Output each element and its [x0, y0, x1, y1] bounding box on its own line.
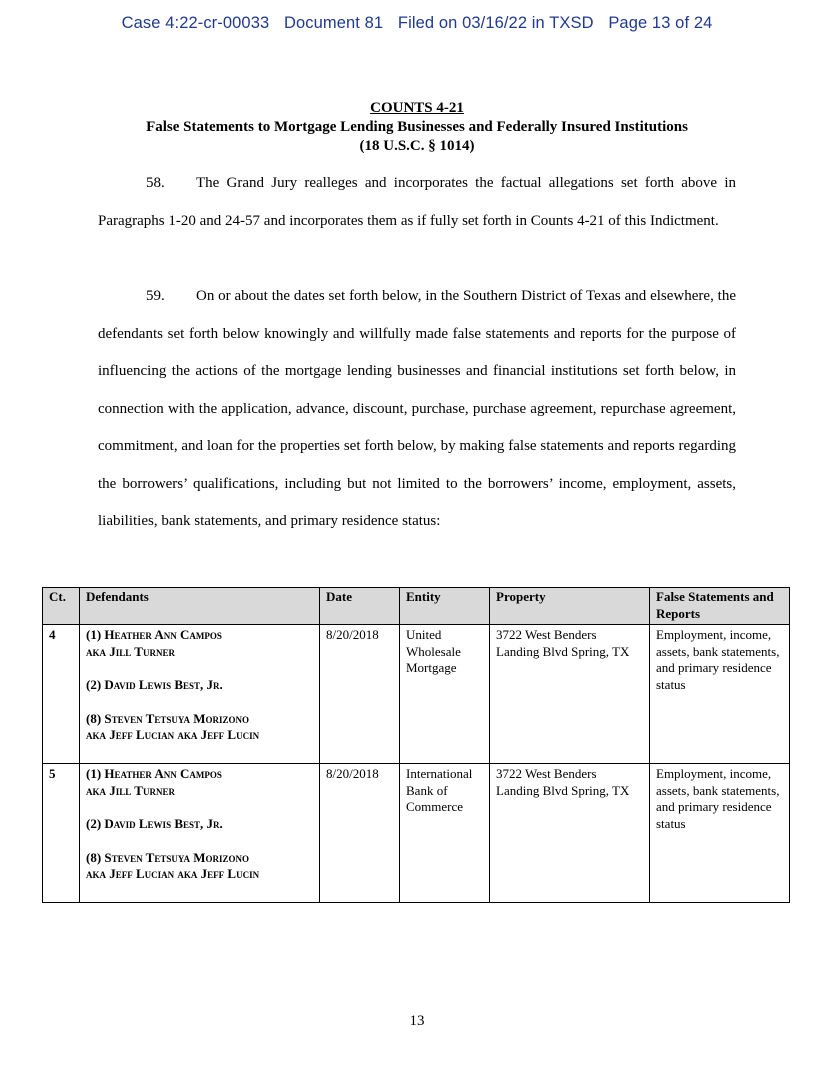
counts-table — [42, 587, 790, 903]
table-row — [43, 764, 790, 903]
defendant-alias: aka Jill Turner — [86, 643, 175, 659]
page-number: 13 — [409, 1013, 425, 1029]
property-cell: 3722 West Benders Landing Blvd Spring, TX — [490, 764, 650, 903]
paragraph-59 — [98, 278, 736, 541]
defendant-name: (2) David Lewis Best, Jr. — [86, 677, 223, 692]
defendant-name: (1) Heather Ann Campos — [86, 627, 222, 642]
paragraph-text: The Grand Jury realleges and incorporates the factual allegations set forth above in Paragraphs 1-20 and 24-57 and incorporates them as if fully set forth in Counts 4-21 of this Indictment. — [98, 175, 736, 229]
case-number: Case 4:22-cr-00033 — [121, 14, 270, 32]
paragraph-number: 58. — [146, 175, 165, 191]
defendant-name: (8) Steven Tetsuya Morizono — [86, 710, 250, 726]
defendant-entry — [86, 627, 313, 660]
defendant-name: (8) Steven Tetsuya Morizono — [86, 849, 250, 865]
defendants-cell — [80, 764, 320, 903]
defendant-entry — [86, 766, 313, 799]
entity-cell: United Wholesale Mortgage — [400, 625, 490, 764]
defendant-alias: aka Jeff Lucian aka Jeff Lucin — [86, 866, 260, 881]
header-property: Property — [490, 588, 650, 625]
page-of-total: Page 13 of 24 — [608, 14, 713, 32]
case-header — [0, 14, 834, 33]
header-defendants: Defendants — [80, 588, 320, 625]
defendant-entry — [86, 850, 313, 883]
header-false-statements: False Statements and Reports — [650, 588, 790, 625]
count-number: 5 — [43, 764, 80, 903]
table-header-row — [43, 588, 790, 625]
counts-subtitle: False Statements to Mortgage Lending Businesses and Federally Insured Institutions — [146, 119, 688, 135]
date-cell: 8/20/2018 — [320, 764, 400, 903]
header-date: Date — [320, 588, 400, 625]
table-row — [43, 625, 790, 764]
header-entity: Entity — [400, 588, 490, 625]
false-statements-cell: Employment, income, assets, bank statements, and primary residence status — [650, 625, 790, 764]
defendant-alias: aka Jill Turner — [86, 782, 175, 798]
count-number: 4 — [43, 625, 80, 764]
defendant-entry — [86, 711, 313, 744]
defendant-alias: aka Jeff Lucian aka Jeff Lucin — [86, 727, 260, 742]
defendant-entry — [86, 816, 313, 833]
defendants-cell — [80, 625, 320, 764]
statute-citation: (18 U.S.C. § 1014) — [359, 138, 475, 154]
defendant-entry — [86, 677, 313, 694]
property-cell: 3722 West Benders Landing Blvd Spring, TX — [490, 625, 650, 764]
header-ct: Ct. — [43, 588, 80, 625]
counts-title: COUNTS 4-21 — [370, 100, 464, 116]
paragraph-text: On or about the dates set forth below, in the Southern District of Texas and elsewhere, the defendants set forth below knowingly and willfully made false statements and reports for the purpose of influencing the actions of the mortgage lending businesses and financial institutions set forth below, in connection with the application, advance, discount, purchase, purchase agreement, repurchase agreement, commitment, and loan for the properties set forth below, by making false statements and reports regarding the borrowers’ qualifications, including but not limited to the borrowers’ income, employment, assets, liabilities, bank statements, and primary residence status: — [98, 288, 736, 529]
defendant-name: (2) David Lewis Best, Jr. — [86, 816, 223, 831]
document-number: Document 81 — [283, 14, 384, 32]
defendant-name: (1) Heather Ann Campos — [86, 766, 222, 781]
paragraph-number: 59. — [146, 288, 165, 304]
entity-cell: International Bank of Commerce — [400, 764, 490, 903]
filed-date: Filed on 03/16/22 in TXSD — [397, 14, 594, 32]
false-statements-cell: Employment, income, assets, bank statements, and primary residence status — [650, 764, 790, 903]
date-cell: 8/20/2018 — [320, 625, 400, 764]
paragraph-58 — [98, 165, 736, 240]
